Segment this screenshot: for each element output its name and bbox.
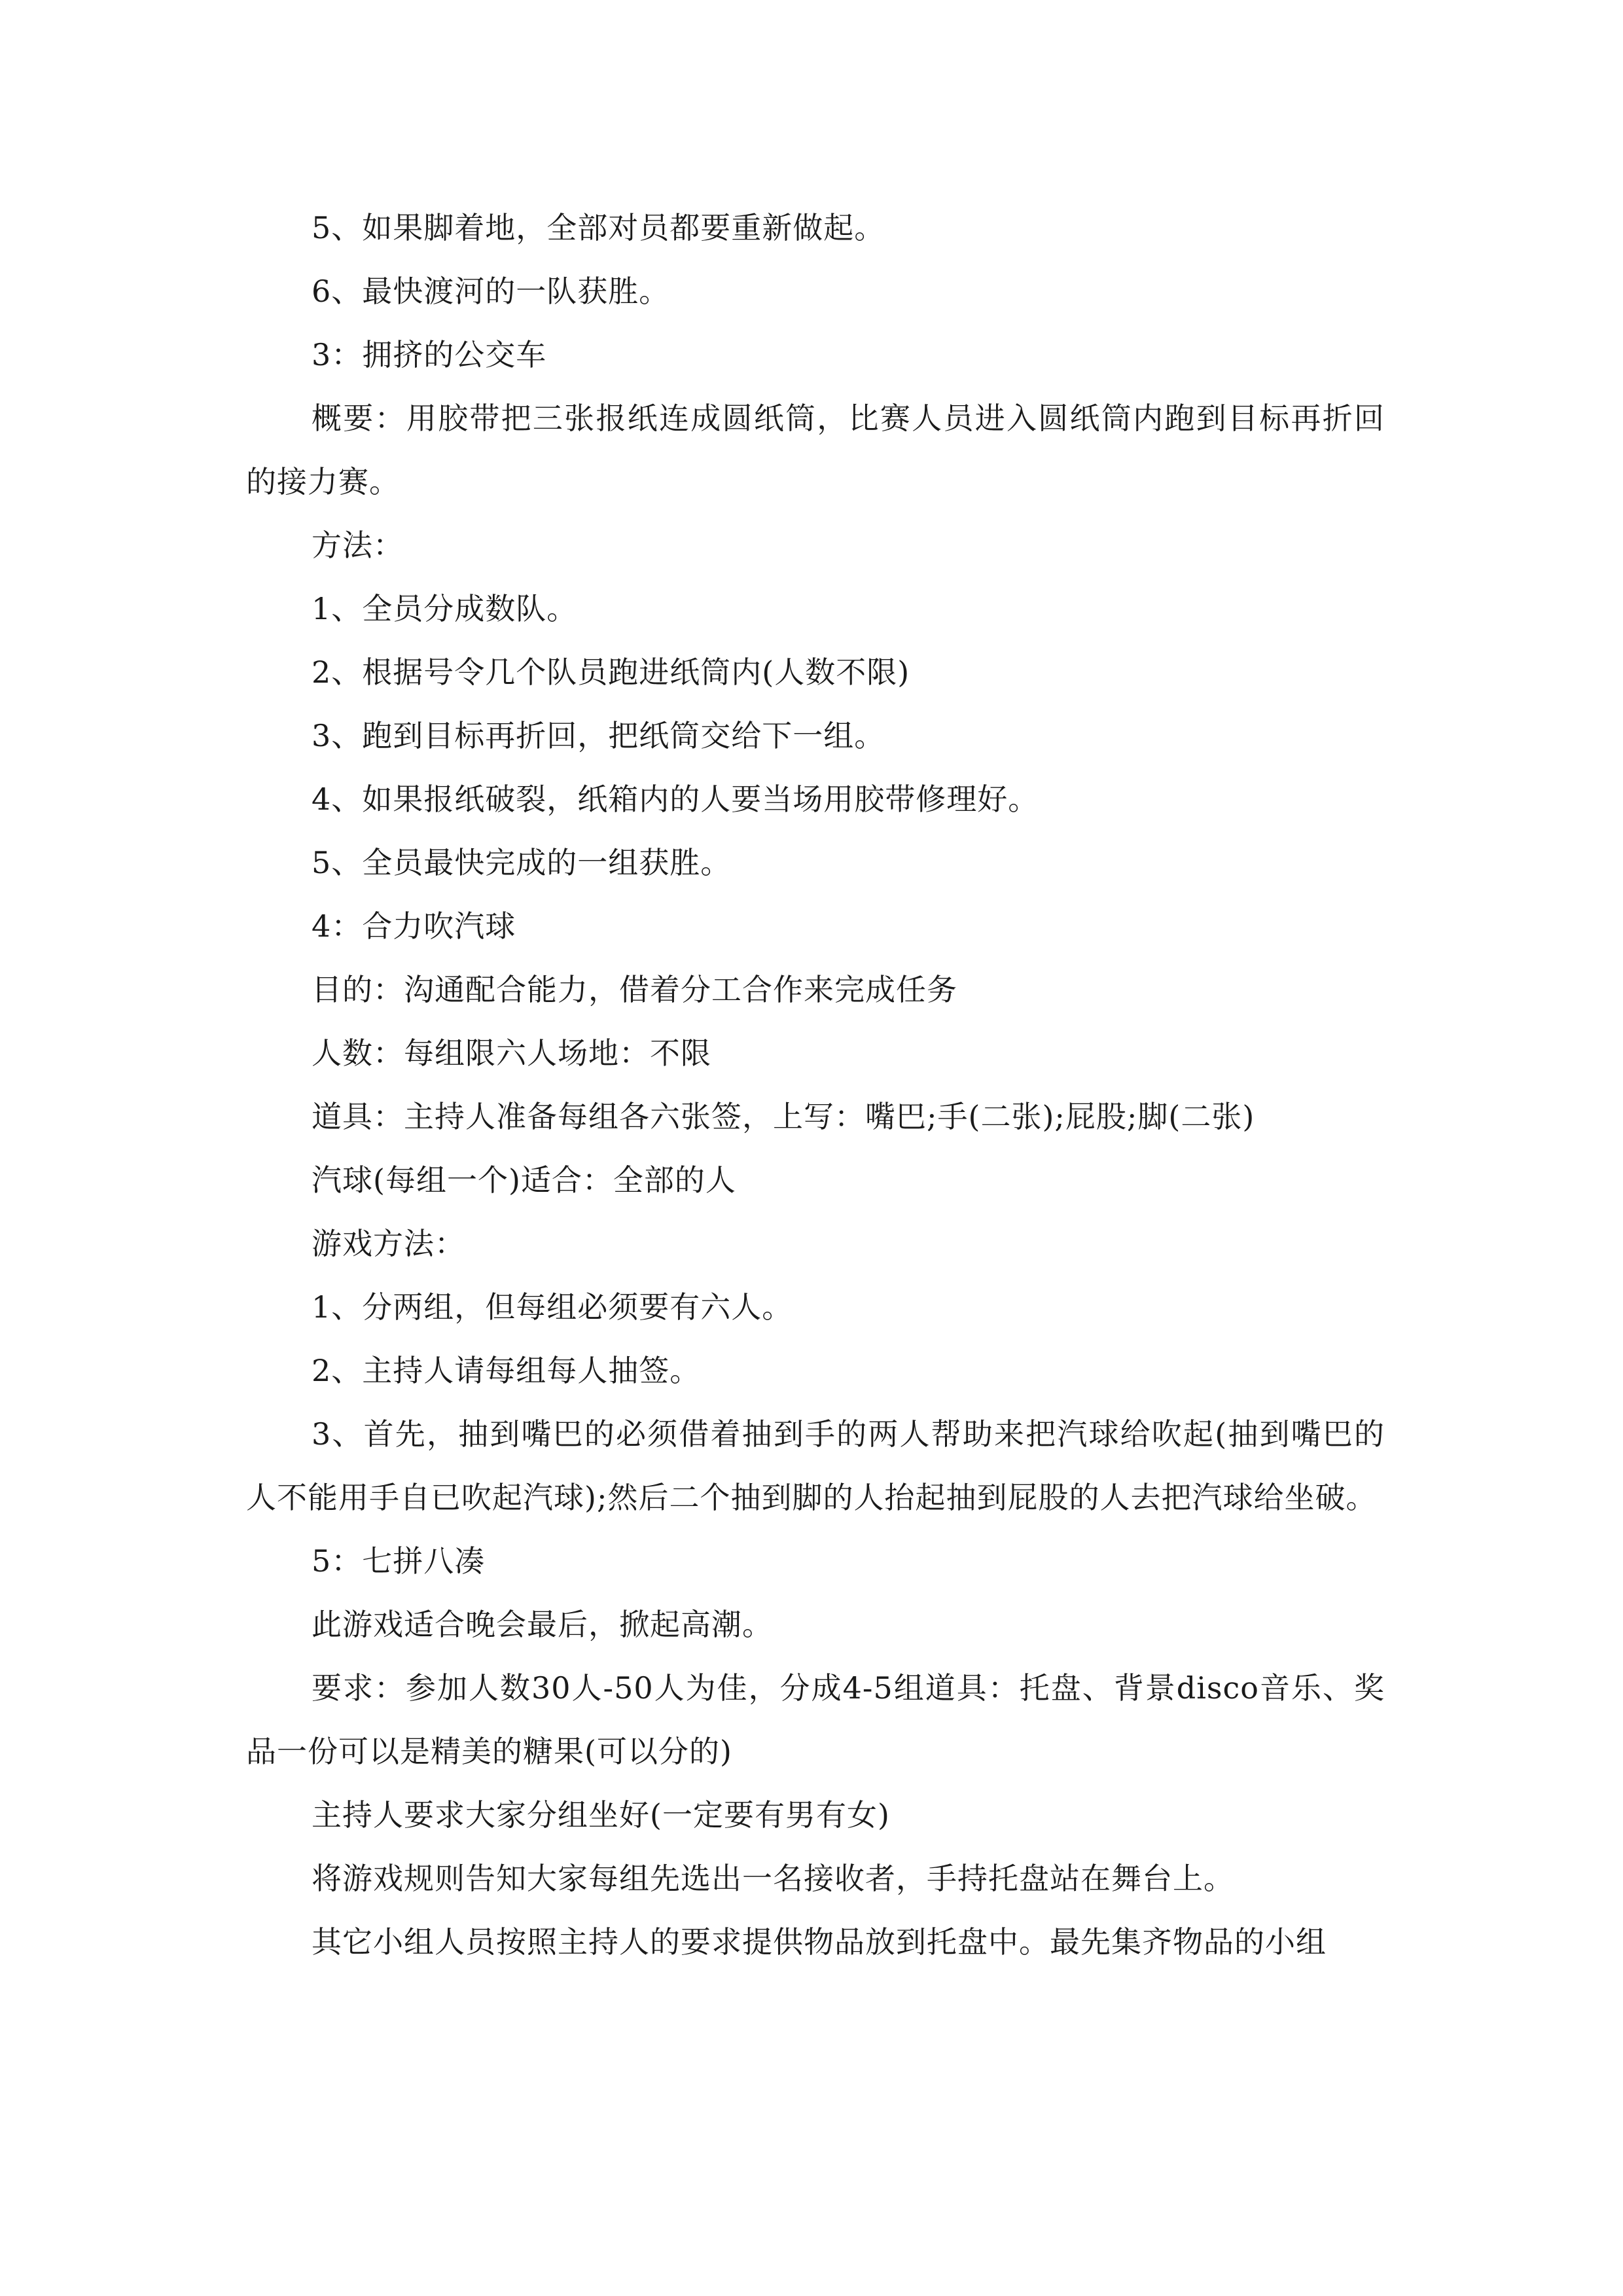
section-heading: 3：拥挤的公交车: [312, 337, 547, 372]
paragraph: 主持人要求大家分组坐好(一定要有男有女): [312, 1797, 890, 1833]
paragraph: 6、最快渡河的一队获胜。: [312, 274, 670, 309]
section-heading: 4：合力吹汽球: [312, 908, 516, 944]
paragraph: 要求：参加人数30人-50人为佳，分成4-5组道具：托盘、背景disco音乐、奖品一份可以是精美的糖果(可以分的): [246, 1670, 1385, 1769]
section-heading: 5：七拼八凑: [312, 1543, 486, 1579]
paragraph: 目的：沟通配合能力，借着分工合作来完成任务: [312, 972, 957, 1007]
paragraph: 3、首先，抽到嘴巴的必须借着抽到手的两人帮助来把汽球给吹起(抽到嘴巴的人不能用手自已吹起汽球);然后二个抽到脚的人抬起抽到屁股的人去把汽球给坐破。: [246, 1416, 1385, 1515]
paragraph: 将游戏规则告知大家每组先选出一名接收者，手持托盘站在舞台上。: [312, 1861, 1234, 1896]
paragraph: 5、全员最快完成的一组获胜。: [312, 845, 732, 880]
document-body: [246, 196, 1385, 1974]
paragraph: 2、主持人请每组每人抽签。: [312, 1353, 701, 1388]
paragraph: 汽球(每组一个)适合：全部的人: [312, 1162, 736, 1198]
paragraph: 方法：: [312, 528, 404, 563]
paragraph: 道具：主持人准备每组各六张签，上写：嘴巴;手(二张);屁股;脚(二张): [312, 1099, 1255, 1134]
paragraph: 游戏方法：: [312, 1226, 465, 1261]
paragraph: 人数：每组限六人场地：不限: [312, 1035, 711, 1071]
paragraph: 1、分两组，但每组必须要有六人。: [312, 1289, 793, 1325]
paragraph: 1、全员分成数队。: [312, 591, 578, 626]
paragraph: 此游戏适合晚会最后，掀起高潮。: [312, 1607, 773, 1642]
paragraph: 其它小组人员按照主持人的要求提供物品放到托盘中。最先集齐物品的小组: [312, 1924, 1327, 1960]
paragraph: 概要：用胶带把三张报纸连成圆纸筒，比赛人员进入圆纸筒内跑到目标再折回的接力赛。: [246, 401, 1385, 499]
paragraph: 2、根据号令几个队员跑进纸筒内(人数不限): [312, 655, 910, 690]
paragraph: 4、如果报纸破裂，纸箱内的人要当场用胶带修理好。: [312, 781, 1039, 817]
paragraph: 5、如果脚着地，全部对员都要重新做起。: [312, 210, 885, 245]
paragraph: 3、跑到目标再折回，把纸筒交给下一组。: [312, 718, 885, 753]
